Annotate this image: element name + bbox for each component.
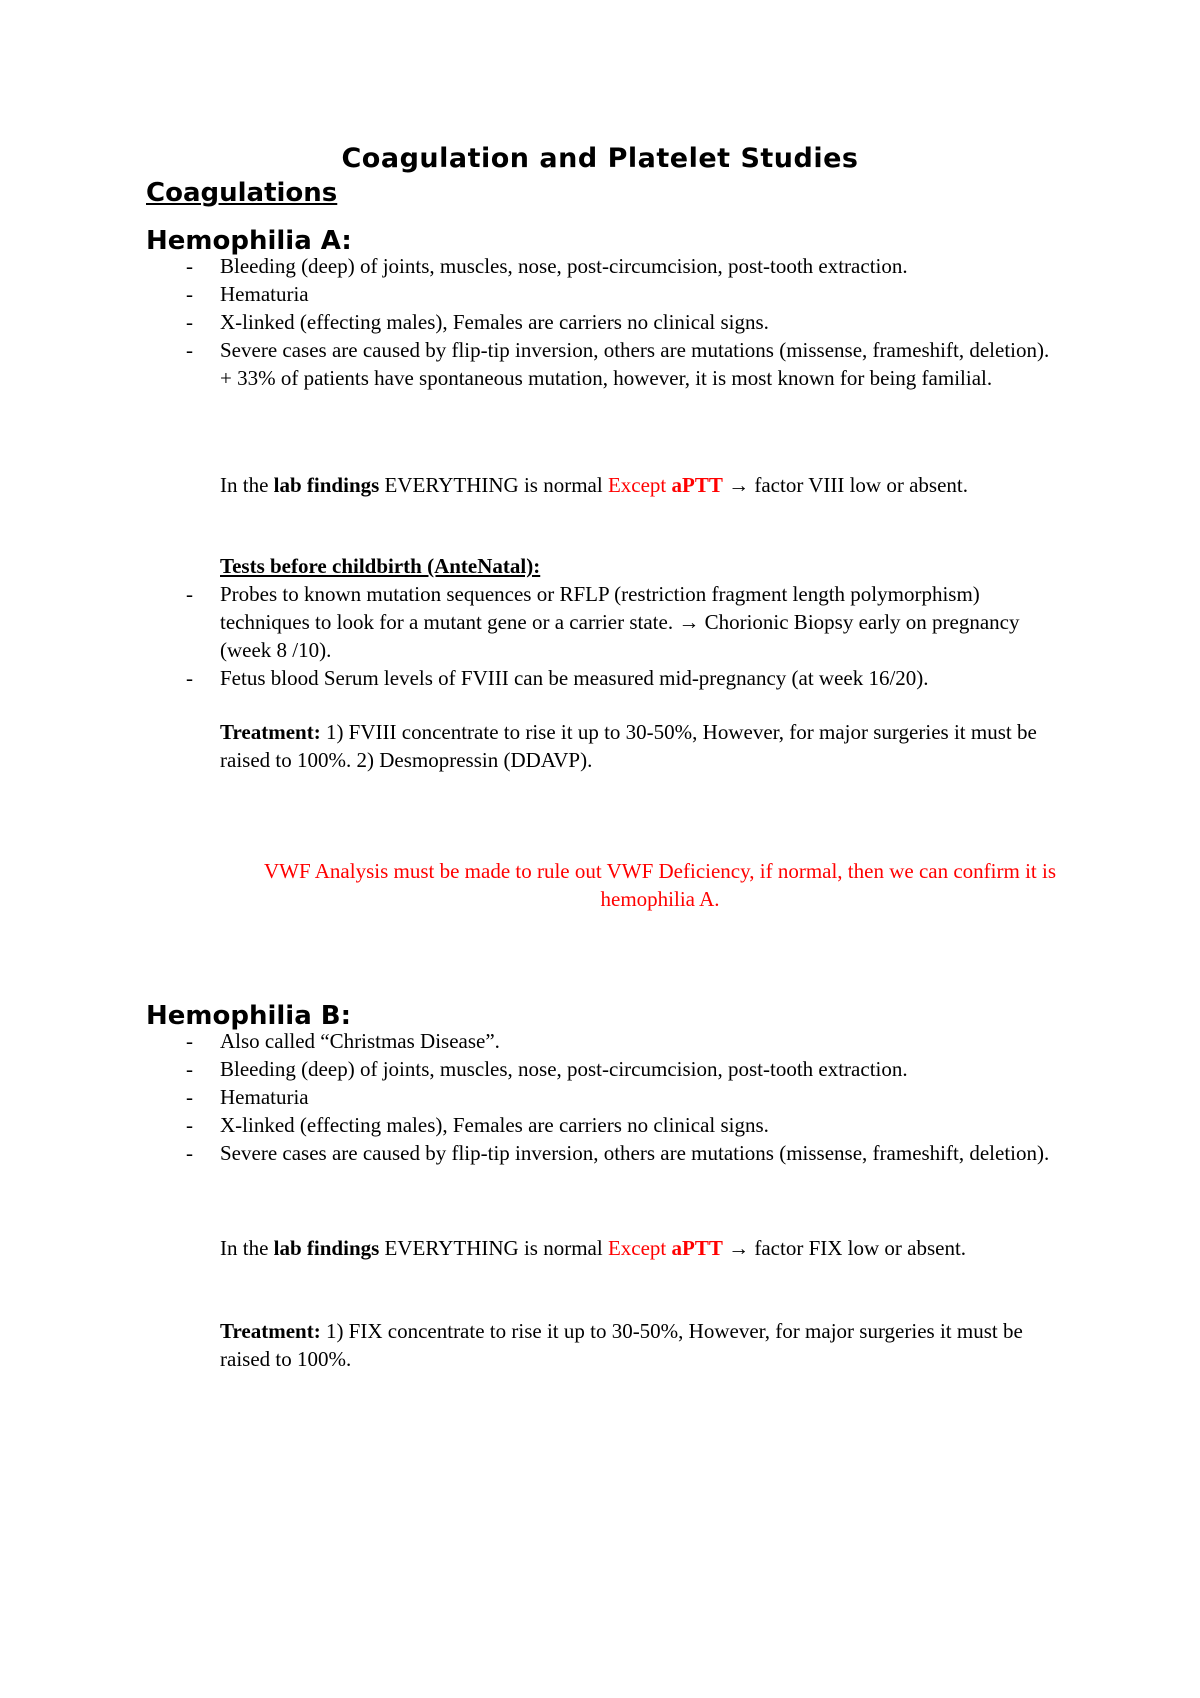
bullet-text: Severe cases are caused by flip-tip inversion, others are mutations (missense, frameshift, deletion). xyxy=(220,1141,1050,1165)
antenatal-bullet-list xyxy=(182,580,1062,692)
list-item xyxy=(182,1111,1062,1139)
bullet-text: Bleeding (deep) of joints, muscles, nose, post-circumcision, post-tooth extraction. xyxy=(220,254,908,278)
bullet-dash: - xyxy=(186,310,193,334)
hemophilia-a-heading: Hemophilia A: xyxy=(146,226,352,256)
hemophilia-b-lab-findings xyxy=(220,1234,1065,1262)
list-item xyxy=(182,252,1062,280)
except-text: Except xyxy=(607,473,672,497)
aptt-text: aPTT xyxy=(671,473,723,497)
bullet-text: Hematuria xyxy=(220,1085,309,1109)
treatment-text: 1) FIX concentrate to rise it up to 30-50%, However, for major surgeries it must be raised to 100%. xyxy=(220,1319,1023,1371)
list-item xyxy=(182,1027,1062,1055)
hemophilia-a-lab-findings xyxy=(220,471,1065,499)
lab-prefix: In the xyxy=(220,1236,274,1260)
treatment-text: 1) FVIII concentrate to rise it up to 30-50%, However, for major surgeries it must be raised to 100%. 2) Desmopressin (DDAVP). xyxy=(220,720,1037,772)
lab-findings-label: lab findings xyxy=(273,473,380,497)
except-text: Except xyxy=(607,1236,672,1260)
bullet-dash: - xyxy=(186,1113,193,1137)
bullet-text: Bleeding (deep) of joints, muscles, nose, post-circumcision, post-tooth extraction. xyxy=(220,1057,908,1081)
bullet-text: Also called “Christmas Disease”. xyxy=(220,1029,500,1053)
hemophilia-a-treatment xyxy=(220,718,1065,774)
list-item xyxy=(182,1139,1062,1167)
antenatal-heading: Tests before childbirth (AnteNatal): xyxy=(220,554,541,578)
lab-suffix: factor FIX low or absent. xyxy=(749,1236,967,1260)
hemophilia-b-heading: Hemophilia B: xyxy=(146,1001,352,1031)
list-item xyxy=(182,308,1062,336)
treatment-label: Treatment: xyxy=(220,1319,321,1343)
list-item xyxy=(182,1055,1062,1083)
list-item xyxy=(182,580,1062,664)
vwf-analysis-note: VWF Analysis must be made to rule out VWF Deficiency, if normal, then we can confirm it is hemophilia A. xyxy=(264,859,1056,911)
section-title: Coagulations xyxy=(146,178,338,208)
lab-middle-text: EVERYTHING is normal xyxy=(379,1236,608,1260)
bullet-text: Severe cases are caused by flip-tip inversion, others are mutations (missense, frameshift, deletion). + 33% of patients have spontaneous mutation, however, it is most known for being familial. xyxy=(220,338,1050,390)
lab-suffix: factor VIII low or absent. xyxy=(749,473,968,497)
bullet-text: Probes to known mutation sequences or RFLP (restriction fragment length polymorphism) techniques to look for a mutant gene or a carrier state. → Chorionic Biopsy early on pregnancy (week 8 /10). xyxy=(220,582,1020,662)
bullet-dash: - xyxy=(186,666,193,690)
bullet-dash: - xyxy=(186,582,193,606)
bullet-dash: - xyxy=(186,1057,193,1081)
arrow-right-icon: → xyxy=(728,473,750,497)
list-item xyxy=(182,336,1062,392)
list-item xyxy=(182,664,1062,692)
lab-prefix: In the xyxy=(220,473,274,497)
list-item xyxy=(182,280,1062,308)
bullet-dash: - xyxy=(186,1141,193,1165)
document-title: Coagulation and Platelet Studies xyxy=(341,143,859,174)
hemophilia-a-bullet-list xyxy=(182,252,1062,392)
bullet-text: X-linked (effecting males), Females are carriers no clinical signs. xyxy=(220,1113,769,1137)
bullet-text: X-linked (effecting males), Females are carriers no clinical signs. xyxy=(220,310,769,334)
aptt-text: aPTT xyxy=(671,1236,723,1260)
lab-findings-label: lab findings xyxy=(273,1236,380,1260)
bullet-text: Fetus blood Serum levels of FVIII can be measured mid-pregnancy (at week 16/20). xyxy=(220,666,929,690)
lab-middle-text: EVERYTHING is normal xyxy=(379,473,608,497)
hemophilia-b-treatment xyxy=(220,1317,1065,1373)
treatment-label: Treatment: xyxy=(220,720,321,744)
bullet-dash: - xyxy=(186,282,193,306)
bullet-text: Hematuria xyxy=(220,282,309,306)
list-item xyxy=(182,1083,1062,1111)
hemophilia-b-bullet-list xyxy=(182,1027,1062,1167)
arrow-right-icon: → xyxy=(728,1236,750,1260)
bullet-dash: - xyxy=(186,254,193,278)
bullet-dash: - xyxy=(186,1085,193,1109)
bullet-dash: - xyxy=(186,338,193,362)
bullet-dash: - xyxy=(186,1029,193,1053)
